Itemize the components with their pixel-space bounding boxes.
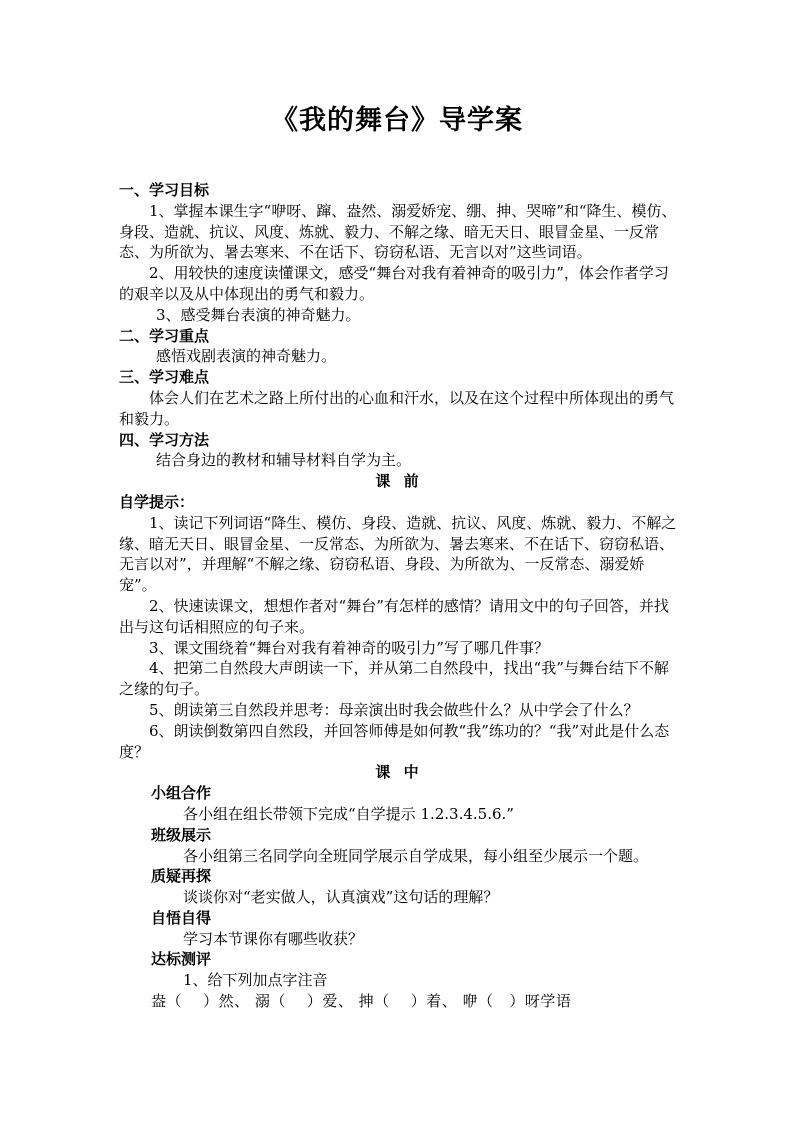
tip-item: 2、快速读课文，想想作者对“舞台”有怎样的感情？请用文中的句子回答，并找出与这句话相照应的句子来。: [119, 596, 669, 636]
goals-heading: 一、学习目标: [119, 181, 210, 199]
in-class-heading: 课 中: [375, 763, 423, 782]
tip-item: 3、课文围绕着“舞台对我有着神奇的吸引力”写了哪几件事？: [149, 638, 549, 657]
page-title: 《我的舞台》导学案: [271, 105, 523, 136]
show-text: 各小组第三名同学向全班同学展示自学成果，每小组至少展示一个题。: [183, 846, 649, 865]
tip-item: 4、把第二自然段大声朗读一下，并从第二自然段中，找出“我”与舞台结下不解之缘的句子。: [119, 659, 669, 699]
difficulty-text: 体会人们在艺术之路上所付出的心血和汗水，以及在这个过程中所体现出的勇气和毅力。: [119, 388, 675, 428]
group-text: 各小组在组长带领下完成“自学提示 1.2.3.4.5.6.”: [183, 804, 514, 823]
self-heading: 自悟自得: [151, 908, 212, 927]
self-text: 学习本节课你有哪些收获？: [183, 929, 364, 948]
key-text: 感悟戏剧表演的神奇魅力。: [156, 347, 337, 366]
show-heading: 班级展示: [151, 825, 212, 844]
question-text: 谈谈你对“老实做人，认真演戏”这句话的理解？: [183, 888, 499, 907]
test-item-1: 1、给下列加点字注音: [183, 971, 328, 990]
tips-heading: 自学提示：: [119, 492, 195, 511]
key-heading: 二、学习重点: [119, 326, 210, 345]
group-heading: 小组合作: [151, 784, 212, 803]
method-heading: 四、学习方法: [119, 430, 210, 449]
document-body: [119, 180, 679, 1012]
goal-1: 1、掌握本课生字“咿呀、蹿、盎然、溺爱娇宠、绷、抻、哭啼”和“降生、模仿、身段、造就、抗议、风度、炼就、毅力、不解之缘、暗无天日、眼冒金星、一反常态、为所欲为、暑去寒来、不在话下、窃窃私语、无言以对”这些词语。: [119, 201, 677, 262]
test-words: 盎（ ）然、 溺（ ）爱、 抻（ ）着、 咿（ ）呀学语: [151, 992, 572, 1011]
tip-item: 6、朗读倒数第四自然段，并回答师傅是如何教“我”练功的？“我”对此是什么态度？: [119, 721, 670, 761]
test-heading: 达标测评: [151, 950, 212, 969]
pre-class-heading: 课 前: [375, 472, 423, 491]
method-text: 结合身边的教材和辅导材料自学为主。: [156, 451, 412, 470]
question-heading: 质疑再探: [151, 867, 212, 886]
tip-item: 1、读记下列词语“降生、模仿、身段、造就、抗议、风度、炼就、毅力、不解之缘、暗无天日、眼冒金星、一反常态、为所欲为、暑去寒来、不在话下、窃窃私语、无言以对”，并理解“不解之缘、窃窃私语、身段、为所欲为、一反常态、溺爱娇宠”。: [119, 513, 677, 595]
goal-3: 3、感受舞台表演的神奇魅力。: [156, 305, 361, 324]
tip-item: 5、朗读第三自然段并思考：母亲演出时我会做些什么？从中学会了什么？: [149, 700, 639, 719]
goal-2: 2、用较快的速度读懂课文，感受“舞台对我有着神奇的吸引力”，体会作者学习的艰辛以及从中体现出的勇气和毅力。: [119, 264, 669, 303]
difficulty-heading: 三、学习难点: [119, 368, 210, 387]
